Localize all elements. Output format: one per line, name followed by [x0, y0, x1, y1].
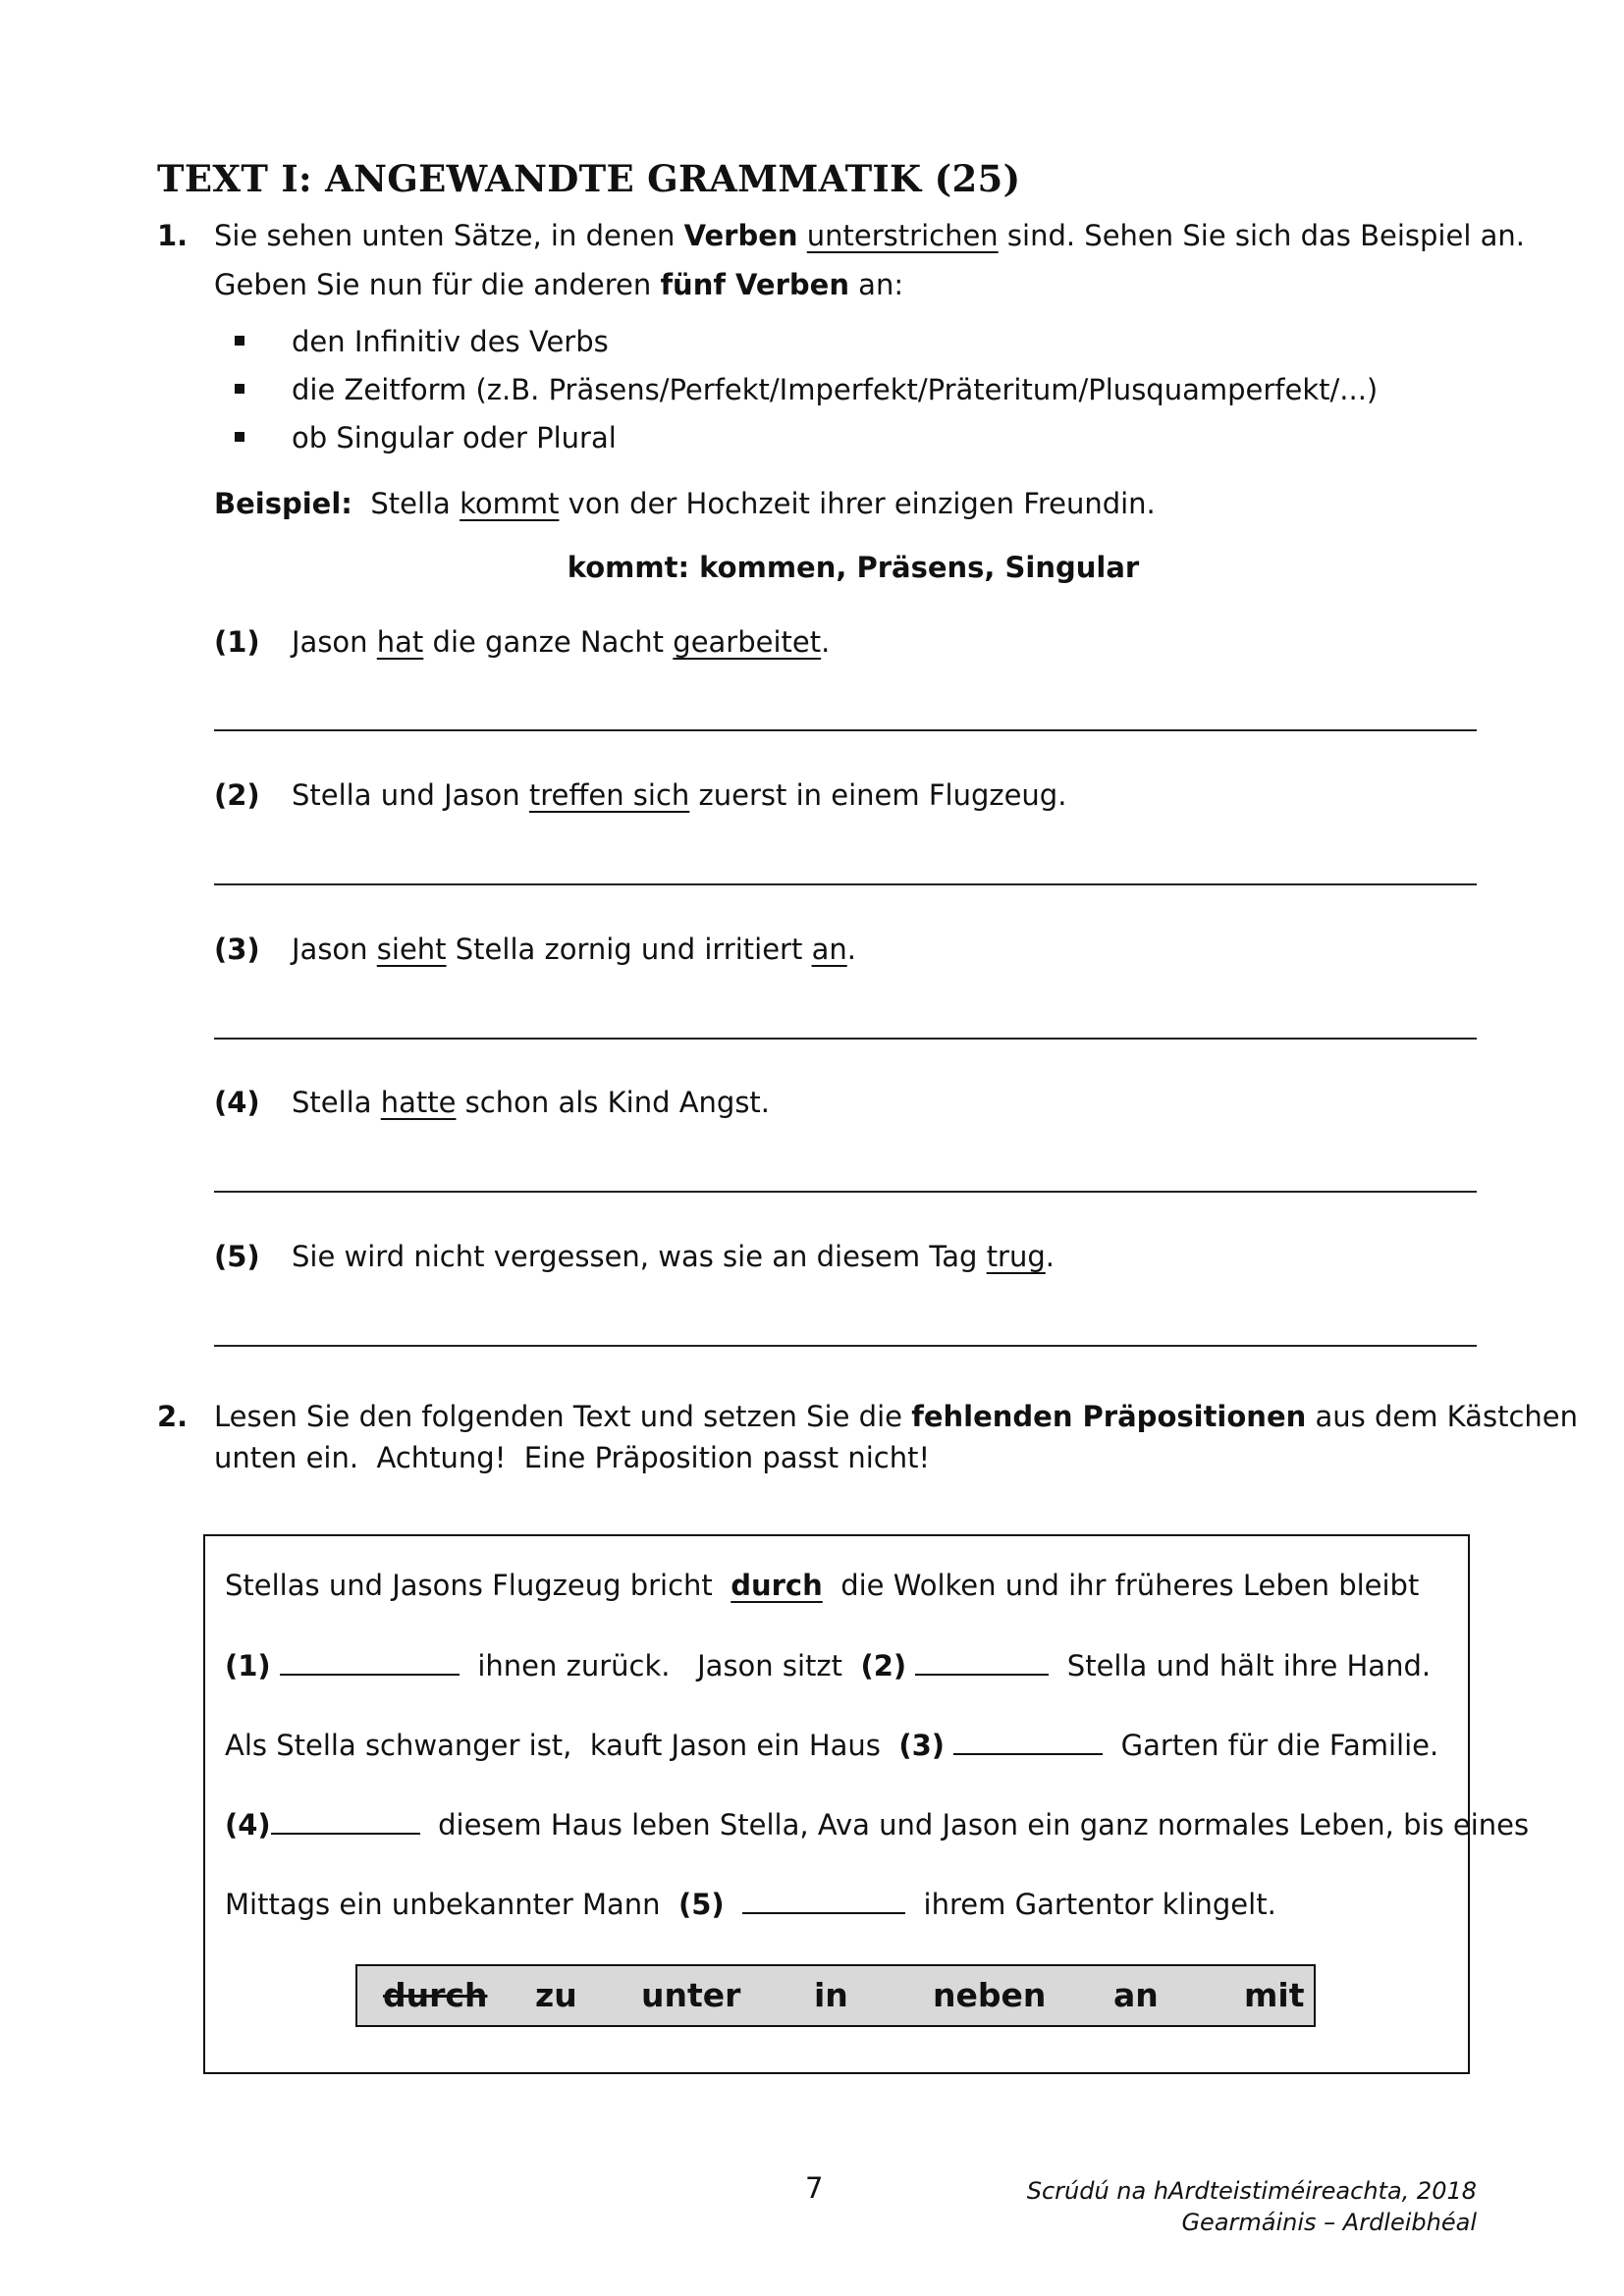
question-1-number: 1. [157, 219, 189, 252]
text: an: [848, 268, 904, 301]
section-title: TEXT I: ANGEWANDTE GRAMMATIK (25) [157, 157, 1021, 200]
text: ihnen zurück. Jason sitzt [459, 1649, 861, 1682]
text: Geben Sie nun für die anderen [214, 268, 661, 301]
text: schon als Kind Angst. [456, 1086, 771, 1119]
word-option[interactable]: in [814, 1976, 848, 2014]
example-label: Beispiel: [214, 487, 352, 520]
text [798, 219, 807, 252]
text: Garten für die Familie. [1103, 1729, 1439, 1762]
example-sentence [214, 486, 1156, 521]
text: Stella zornig und irritiert [446, 933, 812, 966]
item-sentence [292, 624, 830, 660]
answer-line-5[interactable] [214, 1345, 1477, 1347]
text: Stella [292, 1086, 381, 1119]
text: Sie sehen unten Sätze, in denen [214, 219, 684, 252]
answer-line-4[interactable] [214, 1191, 1477, 1193]
page-number: 7 [805, 2171, 824, 2205]
preposition-word-box [355, 1964, 1316, 2027]
bullet-icon [235, 384, 244, 394]
underlined-text: unterstrichen [806, 219, 999, 252]
text: . [821, 625, 831, 659]
item-sentence [292, 932, 856, 967]
underlined-verb: hat [376, 625, 424, 659]
footer-subject-level: Gearmáinis – Ardleibhéal [1181, 2209, 1477, 2236]
text: aus dem Kästchen [1306, 1400, 1578, 1433]
item-number: (4) [214, 1086, 260, 1119]
item-sentence [292, 777, 1066, 813]
gap-text-line-1 [225, 1568, 1419, 1603]
footer-exam-name: Scrúdú na hArdteistiméireachta, 2018 [1026, 2177, 1477, 2205]
bold-text: Verben [683, 219, 798, 252]
word-option[interactable]: an [1113, 1976, 1159, 2014]
answer-line-2[interactable] [214, 883, 1477, 885]
text: sind. Sehen Sie sich das Beispiel an. [998, 219, 1525, 252]
text: Jason [292, 625, 377, 659]
word-option[interactable]: durch [383, 1976, 488, 2014]
word-option[interactable]: zu [535, 1976, 577, 2014]
underlined-verb: gearbeitet [673, 625, 822, 659]
gap-text-line-4 [225, 1807, 1529, 1842]
gap-number: (4) [225, 1808, 271, 1842]
text: von der Hochzeit ihrer einzigen Freundin. [559, 487, 1156, 520]
question-1-instruction-line2 [214, 267, 903, 302]
gap-blank-5[interactable] [742, 1889, 905, 1914]
item-sentence [292, 1085, 770, 1120]
item-sentence [292, 1239, 1055, 1274]
question-2-number: 2. [157, 1400, 189, 1433]
answer-line-1[interactable] [214, 729, 1477, 731]
underlined-verb: kommt [460, 487, 560, 520]
item-number: (3) [214, 933, 260, 966]
question-1-instruction-line1 [214, 218, 1525, 253]
underlined-verb: treffen sich [528, 778, 690, 812]
example-preposition: durch [731, 1569, 823, 1602]
text: Lesen Sie den folgenden Text und setzen Sie die [214, 1400, 912, 1433]
underlined-verb: sieht [376, 933, 447, 966]
word-option[interactable]: neben [933, 1976, 1047, 2014]
gap-text-line-3 [225, 1728, 1438, 1763]
text: Stella und Jason [292, 778, 529, 812]
gap-blank-4[interactable] [271, 1809, 420, 1835]
underlined-verb: an [811, 933, 847, 966]
bold-text: fünf Verben [660, 268, 849, 301]
text: Stella und hält ihre Hand. [1049, 1649, 1432, 1682]
underlined-verb: trug [986, 1240, 1046, 1273]
bullet-item: ob Singular oder Plural [292, 421, 617, 454]
item-number: (1) [214, 625, 260, 659]
text: Stellas und Jasons Flugzeug bricht [225, 1569, 731, 1602]
underlined-verb: hatte [380, 1086, 457, 1119]
bullet-item: den Infinitiv des Verbs [292, 325, 609, 358]
text: die Wolken und ihr früheres Leben bleibt [822, 1569, 1420, 1602]
question-2-instruction-line1 [214, 1399, 1578, 1434]
answer-line-3[interactable] [214, 1038, 1477, 1040]
gap-blank-3[interactable] [953, 1730, 1103, 1755]
text: die ganze Nacht [423, 625, 674, 659]
gap-number: (3) [898, 1729, 946, 1762]
bullet-icon [235, 432, 244, 442]
word-option[interactable]: mit [1244, 1976, 1305, 2014]
text: . [846, 933, 856, 966]
gap-text-line-5 [225, 1887, 1276, 1922]
bullet-icon [235, 336, 244, 346]
bullet-item: die Zeitform (z.B. Präsens/Perfekt/Imperfekt/Präteritum/Plusquamperfekt/...) [292, 373, 1379, 406]
gap-blank-2[interactable] [915, 1650, 1049, 1676]
text: diesem Haus leben Stella, Ava und Jason ein ganz normales Leben, bis eines [419, 1808, 1530, 1842]
bold-text: fehlenden Präpositionen [911, 1400, 1307, 1433]
text: Als Stella schwanger ist, kauft Jason ein Haus [225, 1729, 899, 1762]
gap-number: (1) [225, 1649, 271, 1682]
text: Mittags ein unbekannter Mann [225, 1888, 678, 1921]
text: zuerst in einem Flugzeug. [689, 778, 1067, 812]
example-answer: kommt: kommen, Präsens, Singular [567, 551, 1140, 584]
text: Stella [352, 487, 460, 520]
gap-number: (2) [860, 1649, 907, 1682]
question-2-instruction-line2: unten ein. Achtung! Eine Präposition passt nicht! [214, 1441, 931, 1474]
gap-number: (5) [678, 1888, 725, 1921]
text: Jason [292, 933, 377, 966]
gap-text-line-2 [225, 1648, 1431, 1683]
item-number: (2) [214, 778, 260, 812]
item-number: (5) [214, 1240, 260, 1273]
text: . [1045, 1240, 1055, 1273]
text: ihrem Gartentor klingelt. [905, 1888, 1276, 1921]
word-option[interactable]: unter [641, 1976, 741, 2014]
gap-blank-1[interactable] [280, 1650, 460, 1676]
text: Sie wird nicht vergessen, was sie an diesem Tag [292, 1240, 987, 1273]
